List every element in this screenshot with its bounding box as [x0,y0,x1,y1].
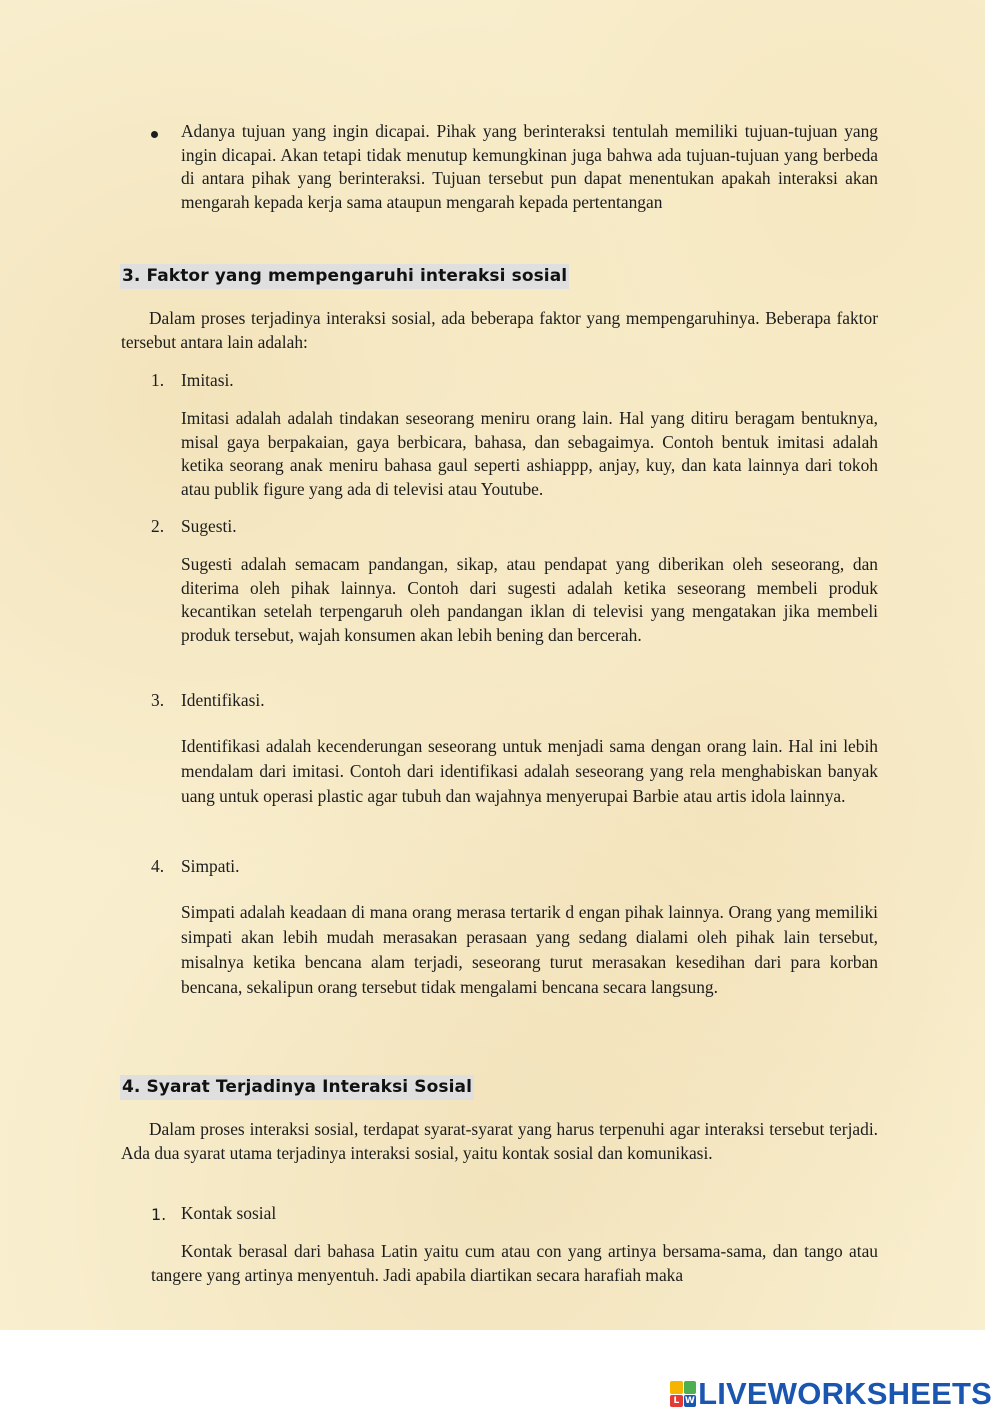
item-body: Imitasi adalah adalah tindakan seseorang meniru orang lain. Hal yang ditiru beragam bentuknya, misal gaya berpakaian, gaya berbicara, bahasa, dan sebagaimya. Contoh bentuk imitasi adalah ketika seorang anak meniru bahasa gaul seperti ashiappp, anjay, kuy, dan kata lainnya dari tokoh atau publik figure yang ada di televisi atau Youtube. [181,408,878,499]
item-number: 4. [151,856,165,876]
item-title: Sugesti. [181,516,237,536]
item-number: 1. [151,370,165,390]
liveworksheets-logo-icon: L W [670,1381,696,1407]
item-body: Sugesti adalah semacam pandangan, sikap, atau pendapat yang diberikan oleh seseorang, dan diterima oleh pihak lainnya. Contoh dari sugesti adalah ketika seseorang membeli produk kecantikan setelah terpengaruh oleh pandangan iklan di televisi yang mengatakan jika membeli produk tersebut, wajah konsumen akan lebih bening dan bercerah. [181,554,878,645]
item-number: 1. [151,1205,167,1224]
item-title: Kontak sosial [181,1203,277,1223]
item-title: Simpati. [181,856,240,876]
section-3-heading: 3. Faktor yang mempengaruhi interaksi sosial [120,264,569,289]
item-title: Identifikasi. [181,690,265,710]
item-body: Kontak berasal dari bahasa Latin yaitu cum atau con yang artinya bersama-sama, dan tango atau tangere yang artinya menyentuh. Jadi apabila diartikan secara harafiah maka [151,1241,878,1285]
bullet-marker [151,131,158,138]
section-4-heading: 4. Syarat Terjadinya Interaksi Sosial [120,1075,474,1100]
section-3-intro: Dalam proses terjadinya interaksi sosial, ada beberapa faktor yang mempengaruhinya. Beberapa faktor tersebut antara lain adalah: [121,308,878,352]
liveworksheets-logo[interactable] [670,1378,992,1410]
liveworksheets-logo-text: LIVEWORKSHEETS [698,1376,992,1411]
item-body: Identifikasi adalah kecenderungan seseorang untuk menjadi sama dengan orang lain. Hal ini lebih mendalam dari imitasi. Contoh dari identifikasi adalah seseorang yang rela menghabiskan banyak uang untuk operasi plastic agar tubuh dan wajahnya menyerupai Barbie atau artis idola lainnya. [181,736,878,806]
item-body: Simpati adalah keadaan di mana orang merasa tertarik d engan pihak lainnya. Orang yang memiliki simpati akan lebih mudah merasakan perasaan yang sedang dialami oleh pihak lain tersebut, misalnya ketika bencana alam terjadi, seseorang turut merasakan kesedihan dari para korban bencana, sekalipun orang tersebut tidak mengalami bencana secara langsung. [181,902,878,997]
item-title: Imitasi. [181,370,234,390]
bullet-paragraph: Adanya tujuan yang ingin dicapai. Pihak yang berinteraksi tentulah memiliki tujuan-tujuan yang ingin dicapai. Akan tetapi tidak menutup kemungkinan juga bahwa ada tujuan-tujuan yang berbeda di antara pihak yang berinteraksi. Tujuan tersebut pun dapat menentukan apakah interaksi akan mengarah kepada kerja sama ataupun mengarah kepada pertentangan [181,121,878,212]
section-4-intro: Dalam proses interaksi sosial, terdapat syarat-syarat yang harus terpenuhi agar interaksi tersebut terjadi. Ada dua syarat utama terjadinya interaksi sosial, yaitu kontak sosial dan komunikasi. [121,1119,878,1163]
item-number: 2. [151,516,165,536]
item-number: 3. [151,690,165,710]
